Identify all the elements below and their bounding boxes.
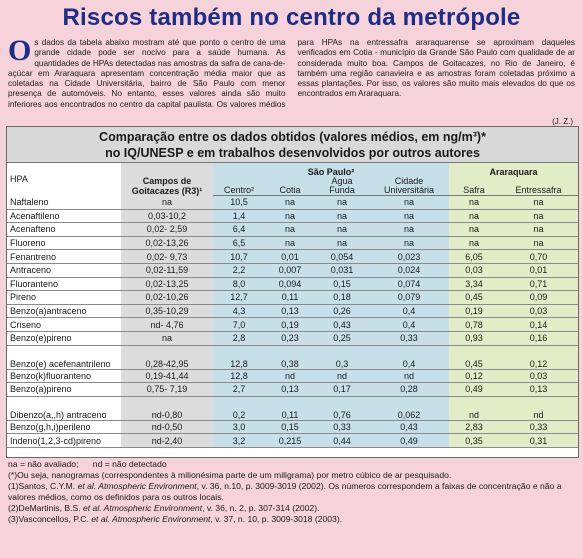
row-hpa-name: Fluoreno bbox=[7, 236, 121, 250]
cell-agua-funda: nd bbox=[315, 369, 369, 383]
cell-cotia: 0,01 bbox=[265, 250, 315, 264]
cell-centro: 12,7 bbox=[213, 291, 265, 305]
table-row bbox=[7, 318, 578, 332]
cell-campos: 0,19-41,44 bbox=[121, 369, 213, 383]
row-hpa-name: Acenaftileno bbox=[7, 209, 121, 223]
table-row bbox=[7, 223, 578, 237]
cell-cidade-universitaria: 0,4 bbox=[369, 345, 449, 369]
cell-centro: 7,0 bbox=[213, 318, 265, 332]
cell-entressafra: 0,01 bbox=[499, 263, 578, 277]
cell-cidade-universitaria: 0,33 bbox=[369, 331, 449, 345]
cell-campos: na bbox=[121, 196, 213, 210]
ref3-author: (3)Vasconcellos, P.C. bbox=[8, 514, 92, 524]
cell-cidade-universitaria: 0,024 bbox=[369, 263, 449, 277]
table-row bbox=[7, 196, 578, 210]
cell-entressafra: nd bbox=[499, 396, 578, 420]
cell-safra: 2,83 bbox=[449, 420, 499, 434]
cell-entressafra: 0,31 bbox=[499, 434, 578, 448]
cell-safra: 3,34 bbox=[449, 277, 499, 291]
cell-cidade-universitaria: na bbox=[369, 209, 449, 223]
cell-safra: 0,93 bbox=[449, 331, 499, 345]
cell-centro: 1,4 bbox=[213, 209, 265, 223]
comparison-table-box bbox=[6, 126, 579, 458]
cell-cotia: 0,15 bbox=[265, 420, 315, 434]
cell-entressafra: 0,03 bbox=[499, 304, 578, 318]
cell-campos: nd-0,50 bbox=[121, 420, 213, 434]
cell-agua-funda: 0,3 bbox=[315, 345, 369, 369]
cell-agua-funda: na bbox=[315, 236, 369, 250]
cell-centro: 2,7 bbox=[213, 383, 265, 397]
cell-centro: 10,7 bbox=[213, 250, 265, 264]
cell-agua-funda: 0,33 bbox=[315, 420, 369, 434]
cell-agua-funda: 0,17 bbox=[315, 383, 369, 397]
cell-cidade-universitaria: 0,49 bbox=[369, 434, 449, 448]
cell-agua-funda: na bbox=[315, 223, 369, 237]
cell-agua-funda: 0,43 bbox=[315, 318, 369, 332]
row-hpa-name: Benzo(k)fluoranteno bbox=[7, 369, 121, 383]
cell-agua-funda: 0,25 bbox=[315, 331, 369, 345]
cell-centro: 10,5 bbox=[213, 196, 265, 210]
cell-agua-funda: 0,031 bbox=[315, 263, 369, 277]
cell-campos: 0,75- 7,19 bbox=[121, 383, 213, 397]
cell-safra: 0,49 bbox=[449, 383, 499, 397]
table-title-line1: Comparação entre os dados obtidos (valores médios, em ng/m³)* bbox=[99, 130, 486, 144]
ref2-journal: et al. Atmospheric Environment bbox=[82, 503, 203, 513]
col-header-agua-funda: Água Funda bbox=[315, 177, 369, 196]
row-hpa-name: Indeno(1,2,3-cd)pireno bbox=[7, 434, 121, 448]
cell-entressafra: 0,33 bbox=[499, 420, 578, 434]
table-row bbox=[7, 396, 578, 420]
row-hpa-name: Fenantreno bbox=[7, 250, 121, 264]
cell-cidade-universitaria: 0,074 bbox=[369, 277, 449, 291]
row-hpa-name: Benzo(a)antraceno bbox=[7, 304, 121, 318]
ref3-rest: , v. 37, n. 10, p. 3009-3018 (2003). bbox=[210, 514, 343, 524]
table-row bbox=[7, 277, 578, 291]
ref1-author: (1)Santos, C.Y.M. bbox=[8, 481, 78, 491]
cell-centro: 12,8 bbox=[213, 345, 265, 369]
cell-entressafra: 0,03 bbox=[499, 369, 578, 383]
cell-centro: 0,2 bbox=[213, 396, 265, 420]
cell-entressafra: 0,71 bbox=[499, 277, 578, 291]
cell-cidade-universitaria: na bbox=[369, 236, 449, 250]
cell-campos: 0,35-10,29 bbox=[121, 304, 213, 318]
cell-entressafra: na bbox=[499, 223, 578, 237]
cell-safra: 0,03 bbox=[449, 263, 499, 277]
row-hpa-name: Acenafteno bbox=[7, 223, 121, 237]
cell-cotia: 0,11 bbox=[265, 291, 315, 305]
cell-cotia: na bbox=[265, 196, 315, 210]
table-row bbox=[7, 209, 578, 223]
cell-entressafra: na bbox=[499, 196, 578, 210]
cell-cidade-universitaria: na bbox=[369, 223, 449, 237]
cell-centro: 3,2 bbox=[213, 434, 265, 448]
cell-entressafra: na bbox=[499, 236, 578, 250]
cell-centro: 3,0 bbox=[213, 420, 265, 434]
table-row bbox=[7, 236, 578, 250]
cell-campos: 0,02-13,25 bbox=[121, 277, 213, 291]
ref1-rest: , v. 36, n.10, p. 3009-3019 (2002). Os números correspondem a faixas de concentração e não a valores médios, como os definidos para os outros locais. bbox=[8, 481, 562, 502]
cell-cidade-universitaria: 0,4 bbox=[369, 318, 449, 332]
cell-cidade-universitaria: 0,28 bbox=[369, 383, 449, 397]
cell-agua-funda: 0,44 bbox=[315, 434, 369, 448]
cell-safra: 0,12 bbox=[449, 369, 499, 383]
cell-cotia: na bbox=[265, 209, 315, 223]
cell-safra: 6,05 bbox=[449, 250, 499, 264]
cell-safra: 0,78 bbox=[449, 318, 499, 332]
cell-agua-funda: na bbox=[315, 196, 369, 210]
ref2-rest: , v. 36, n. 2, p. 307-314 (2002). bbox=[202, 503, 320, 513]
cell-campos: nd- 4,76 bbox=[121, 318, 213, 332]
col-header-araraquara: Araraquara bbox=[449, 163, 578, 177]
col-header-cidade-universitaria: Cidade Universitária bbox=[369, 177, 449, 196]
row-hpa-name: Antraceno bbox=[7, 263, 121, 277]
cell-safra: na bbox=[449, 236, 499, 250]
row-hpa-name: Fluoranteno bbox=[7, 277, 121, 291]
col-header-centro: Centro² bbox=[213, 177, 265, 196]
cell-agua-funda: 0,18 bbox=[315, 291, 369, 305]
cell-cidade-universitaria: na bbox=[369, 196, 449, 210]
col-header-sao-paulo: São Paulo² bbox=[213, 163, 449, 177]
cell-safra: nd bbox=[449, 396, 499, 420]
col-header-hpa: HPA bbox=[10, 174, 28, 185]
cell-agua-funda: 0,26 bbox=[315, 304, 369, 318]
cell-cidade-universitaria: 0,079 bbox=[369, 291, 449, 305]
cell-safra: na bbox=[449, 209, 499, 223]
row-hpa-name: Benzo(a)pireno bbox=[7, 383, 121, 397]
cell-agua-funda: na bbox=[315, 209, 369, 223]
cell-centro: 6,4 bbox=[213, 223, 265, 237]
cell-cotia: 0,13 bbox=[265, 304, 315, 318]
row-hpa-name: Naftaleno bbox=[7, 196, 121, 210]
table-row bbox=[7, 304, 578, 318]
cell-cotia: nd bbox=[265, 369, 315, 383]
cell-centro: 2,8 bbox=[213, 331, 265, 345]
cell-campos: nd-2,40 bbox=[121, 434, 213, 448]
col-header-entressafra: Entressafra bbox=[499, 177, 578, 196]
cell-cotia: na bbox=[265, 223, 315, 237]
cell-safra: 0,19 bbox=[449, 304, 499, 318]
cell-entressafra: 0,13 bbox=[499, 383, 578, 397]
cell-entressafra: 0,14 bbox=[499, 318, 578, 332]
asterisk-note: (*)Ou seja, nanogramas (correspondentes à milionésima parte de um miligrama) por metro cúbico de ar pesquisado. bbox=[8, 470, 452, 480]
table-row bbox=[7, 345, 578, 369]
cell-cotia: 0,215 bbox=[265, 434, 315, 448]
cell-centro: 2,2 bbox=[213, 263, 265, 277]
row-hpa-name: Pireno bbox=[7, 291, 121, 305]
cell-campos: 0,03-10,2 bbox=[121, 209, 213, 223]
col-header-campos: Campos de Goitacazes (R3)¹ bbox=[121, 163, 213, 196]
cell-cotia: 0,23 bbox=[265, 331, 315, 345]
table-row bbox=[7, 383, 578, 397]
table-body bbox=[7, 196, 578, 448]
cell-centro: 6,5 bbox=[213, 236, 265, 250]
ref3-journal: et al. Atmospheric Environment bbox=[91, 514, 211, 524]
table-row bbox=[7, 291, 578, 305]
comparison-table bbox=[7, 163, 578, 448]
cell-entressafra: na bbox=[499, 209, 578, 223]
cell-centro: 4,3 bbox=[213, 304, 265, 318]
col-header-safra: Safra bbox=[449, 177, 499, 196]
row-hpa-name: Benzo(g,h,i)perileno bbox=[7, 420, 121, 434]
ref1-journal: et al. Atmospheric Environment bbox=[77, 481, 197, 491]
cell-entressafra: 0,70 bbox=[499, 250, 578, 264]
cell-cidade-universitaria: 0,4 bbox=[369, 304, 449, 318]
cell-centro: 12,8 bbox=[213, 369, 265, 383]
reference-3 bbox=[8, 514, 576, 525]
cell-entressafra: 0,09 bbox=[499, 291, 578, 305]
footnotes bbox=[8, 459, 576, 525]
cell-safra: na bbox=[449, 223, 499, 237]
intro-paragraph bbox=[8, 34, 575, 120]
cell-safra: 0,45 bbox=[449, 345, 499, 369]
legend-note: na = não avaliado; nd = não detectado bbox=[8, 459, 167, 469]
cell-campos: 0,28-42,95 bbox=[121, 345, 213, 369]
cell-cidade-universitaria: 0,062 bbox=[369, 396, 449, 420]
col-header-cotia: Cotia bbox=[265, 177, 315, 196]
cell-campos: 0,02- 2,59 bbox=[121, 223, 213, 237]
table-row bbox=[7, 250, 578, 264]
cell-cidade-universitaria: 0,43 bbox=[369, 420, 449, 434]
cell-campos: 0,02-13,26 bbox=[121, 236, 213, 250]
reference-1 bbox=[8, 481, 576, 503]
table-row bbox=[7, 263, 578, 277]
reference-2 bbox=[8, 503, 576, 514]
cell-agua-funda: 0,054 bbox=[315, 250, 369, 264]
table-title bbox=[7, 127, 578, 163]
article-title: Riscos também no centro da metrópole bbox=[62, 4, 521, 31]
cell-cotia: na bbox=[265, 236, 315, 250]
cell-centro: 8,0 bbox=[213, 277, 265, 291]
cell-agua-funda: 0,76 bbox=[315, 396, 369, 420]
intro-text: s dados da tabela abaixo mostram até que ponto o centro de uma grande cidade pode ser nocivo para a saúde humana. As quantidades de HPAs detectadas nas amostras da safra de cana-de-açúcar em Araraquara apresentam concentração média maior que as coletadas na Cidade Universitária, bairro de São Paulo com menor presença de automóveis. No entanto, esses valores ainda são muito inferiores aos encontrados no centro da capital paulista. Os valores médios para HPAs na entressafra araraquarense se aproximam daqueles verificados em Cotia - município da Grande São Paulo com qualidade de ar considerada muito boa. Campos de Goitacazes, no Rio de Janeiro, é também uma região canavieira e as amostras foram coletadas próximo a essas plantações. Por isso, os valores são muito mais elevados do que os encontrados em Araraquara. bbox=[8, 38, 575, 109]
cell-campos: na bbox=[121, 331, 213, 345]
cell-safra: na bbox=[449, 196, 499, 210]
cell-entressafra: 0,16 bbox=[499, 331, 578, 345]
cell-agua-funda: 0,15 bbox=[315, 277, 369, 291]
cell-cidade-universitaria: 0,023 bbox=[369, 250, 449, 264]
table-row bbox=[7, 331, 578, 345]
row-hpa-name: Benzo(e)pireno bbox=[7, 331, 121, 345]
author-signature: (J. Z.) bbox=[552, 117, 573, 126]
cell-cidade-universitaria: nd bbox=[369, 369, 449, 383]
table-title-line2: no IQ/UNESP e em trabalhos desenvolvidos por outros autores bbox=[105, 146, 480, 160]
cell-cotia: 0,13 bbox=[265, 383, 315, 397]
cell-entressafra: 0,12 bbox=[499, 345, 578, 369]
cell-campos: 0,02- 9,73 bbox=[121, 250, 213, 264]
cell-campos: 0,02-11,59 bbox=[121, 263, 213, 277]
cell-cotia: 0,094 bbox=[265, 277, 315, 291]
cell-cotia: 0,11 bbox=[265, 396, 315, 420]
cell-cotia: 0,007 bbox=[265, 263, 315, 277]
cell-safra: 0,45 bbox=[449, 291, 499, 305]
row-hpa-name: Criseno bbox=[7, 318, 121, 332]
cell-campos: 0,02-10,26 bbox=[121, 291, 213, 305]
cell-cotia: 0,19 bbox=[265, 318, 315, 332]
table-row bbox=[7, 420, 578, 434]
table-row bbox=[7, 369, 578, 383]
cell-cotia: 0,38 bbox=[265, 345, 315, 369]
cell-safra: 0,35 bbox=[449, 434, 499, 448]
drop-cap: O bbox=[8, 34, 32, 67]
cell-campos: nd-0,80 bbox=[121, 396, 213, 420]
row-hpa-name: Benzo(e) acefenantrileno bbox=[7, 345, 121, 369]
ref2-author: (2)DeMartinis, B.S. bbox=[8, 503, 83, 513]
table-row bbox=[7, 434, 578, 448]
row-hpa-name: Dibenzo(a,,h) antraceno bbox=[7, 396, 121, 420]
